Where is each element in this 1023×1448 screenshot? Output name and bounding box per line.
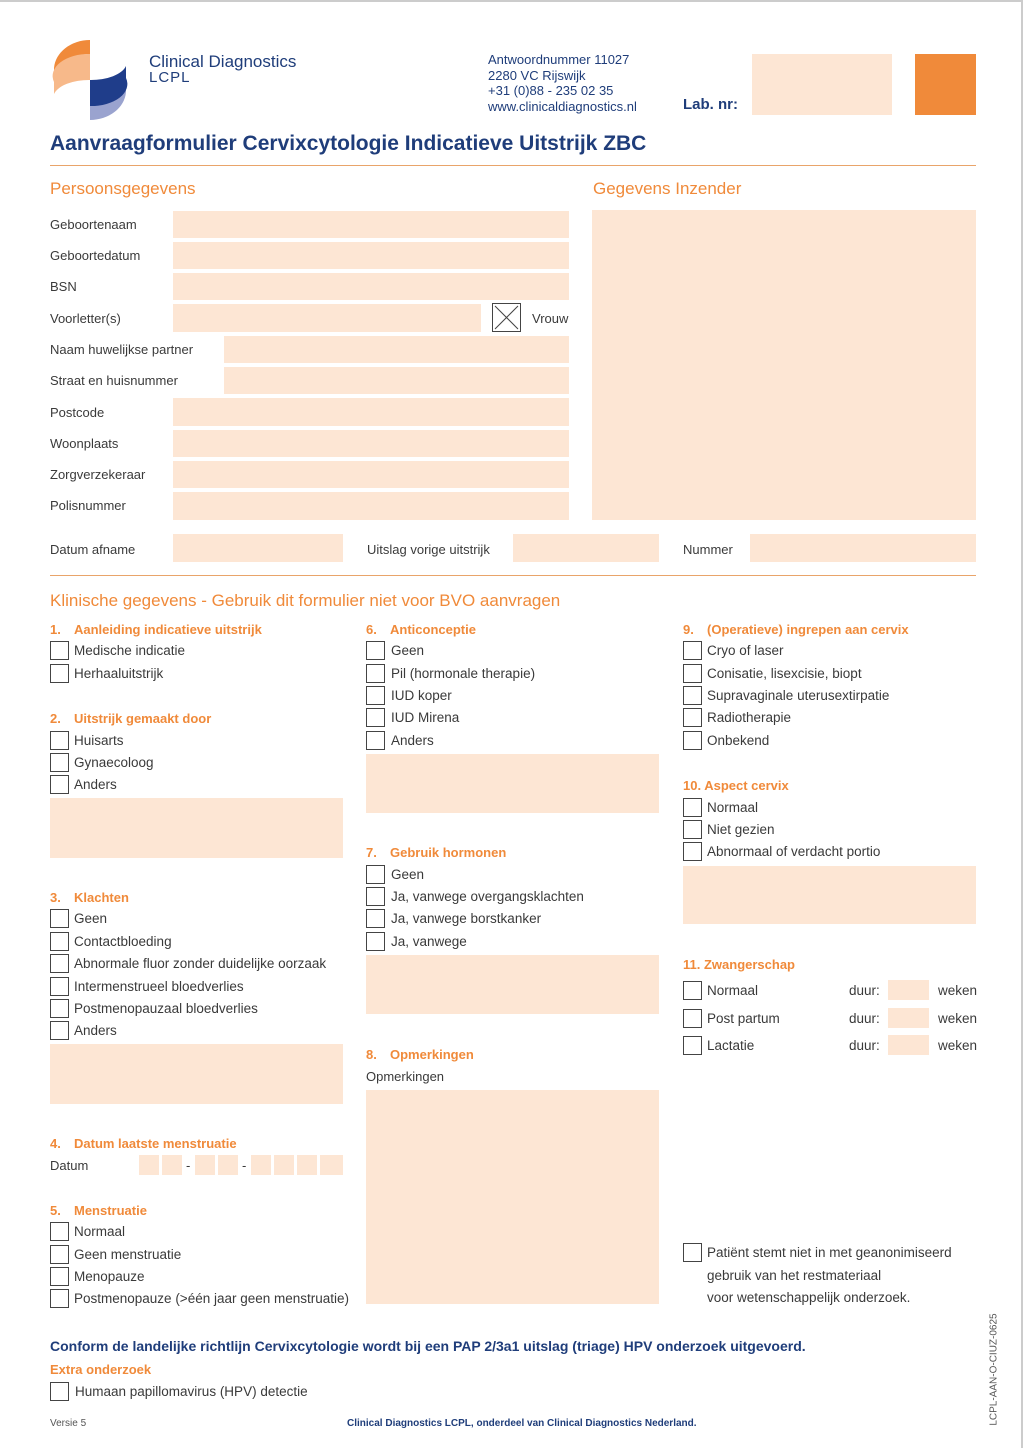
q1-heading — [50, 622, 262, 637]
q3-checkbox[interactable] — [50, 1021, 69, 1040]
q10-checkbox[interactable] — [683, 798, 702, 817]
lab-nr-field[interactable] — [752, 54, 892, 115]
logo-name: Clinical Diagnostics — [149, 52, 297, 71]
footer-text: Clinical Diagnostics LCPL, onderdeel van Clinical Diagnostics Nederland. — [347, 1418, 697, 1429]
q9-option: Supravaginale uterusextirpatie — [707, 688, 890, 703]
straat-label: Straat en huisnummer — [50, 373, 178, 388]
q5-option: Geen menstruatie — [74, 1247, 182, 1262]
q4-number: 4. — [50, 1136, 61, 1151]
q10-option: Normaal — [707, 800, 759, 815]
q1-checkbox-herhaal[interactable] — [50, 664, 69, 683]
q6-checkbox[interactable] — [366, 731, 385, 750]
q3-option: Contactbloeding — [74, 934, 172, 949]
q2-number: 2. — [50, 711, 61, 726]
q6-number: 6. — [366, 622, 377, 637]
geboortenaam-field[interactable] — [173, 211, 569, 238]
duur-field[interactable] — [888, 980, 929, 1000]
zorgverzekeraar-label: Zorgverzekeraar — [50, 467, 146, 482]
q7-vanwege-field[interactable] — [366, 955, 659, 1014]
orange-marker — [915, 54, 976, 115]
q3-checkbox[interactable] — [50, 977, 69, 996]
q5-heading — [50, 1203, 147, 1218]
hpv-checkbox[interactable] — [50, 1382, 69, 1401]
consent-line: Patiënt stemt niet in met geanonimiseerd — [707, 1245, 952, 1260]
duur-label: duur: — [849, 983, 880, 998]
q7-option: Geen — [391, 867, 425, 882]
q3-anders-field[interactable] — [50, 1044, 343, 1104]
q7-checkbox[interactable] — [366, 887, 385, 906]
q7-checkbox[interactable] — [366, 909, 385, 928]
partner-label: Naam huwelijkse partner — [50, 342, 194, 357]
q2-checkbox-huisarts[interactable] — [50, 731, 69, 750]
q3-number: 3. — [50, 890, 61, 905]
q11-option: Lactatie — [707, 1038, 755, 1053]
bsn-field[interactable] — [173, 273, 569, 300]
q9-checkbox[interactable] — [683, 731, 702, 750]
q10-checkbox[interactable] — [683, 842, 702, 861]
date-digit-field[interactable] — [162, 1155, 182, 1175]
versie-label: Versie 5 — [50, 1418, 87, 1429]
consent-line: voor wetenschappelijk onderzoek. — [707, 1290, 911, 1305]
q5-checkbox[interactable] — [50, 1245, 69, 1264]
q5-checkbox[interactable] — [50, 1267, 69, 1286]
bsn-label: BSN — [50, 279, 77, 294]
q2-option: Gynaecoloog — [74, 755, 154, 770]
date-digit-field[interactable] — [274, 1155, 294, 1175]
datum-afname-label: Datum afname — [50, 542, 136, 557]
q11-checkbox[interactable] — [683, 981, 702, 1000]
extra-heading: Extra onderzoek — [50, 1362, 152, 1377]
q6-option: Anders — [391, 733, 434, 748]
clinical-diagnostics-logo — [48, 38, 132, 122]
q2-option: Huisarts — [74, 733, 124, 748]
q7-option: Ja, vanwege borstkanker — [391, 911, 542, 926]
q5-option: Menopauze — [74, 1269, 145, 1284]
voorletters-field[interactable] — [173, 304, 481, 332]
vrouw-checkbox-checked[interactable] — [492, 303, 521, 332]
q2-option: Anders — [74, 777, 117, 792]
q4-heading — [50, 1136, 237, 1151]
lab-nr-label: Lab. nr: — [683, 96, 738, 113]
q3-option: Postmenopauzaal bloedverlies — [74, 1001, 258, 1016]
divider — [50, 575, 976, 576]
q3-option: Intermenstrueel bloedverlies — [74, 979, 244, 994]
divider — [50, 165, 976, 166]
q1-checkbox-medisch[interactable] — [50, 641, 69, 660]
q8-number: 8. — [366, 1047, 377, 1062]
q9-title: (Operatieve) ingrepen aan cervix — [707, 622, 909, 637]
q5-option: Postmenopauze (>één jaar geen menstruatie) — [74, 1291, 350, 1306]
geboortedatum-field[interactable] — [173, 242, 569, 269]
q4-datum-label: Datum — [50, 1158, 89, 1173]
q10-checkbox[interactable] — [683, 820, 702, 839]
address-block — [488, 52, 637, 114]
date-digit-field[interactable] — [139, 1155, 159, 1175]
q7-checkbox[interactable] — [366, 865, 385, 884]
duur-field[interactable] — [888, 1035, 929, 1055]
datum-afname-field[interactable] — [173, 534, 343, 562]
q6-heading — [366, 622, 476, 637]
q5-checkbox[interactable] — [50, 1222, 69, 1241]
address-line: Antwoordnummer 11027 — [488, 52, 630, 67]
q3-option: Geen — [74, 911, 108, 926]
q4-title: Datum laatste menstruatie — [74, 1136, 237, 1151]
q6-checkbox[interactable] — [366, 664, 385, 683]
q6-checkbox[interactable] — [366, 641, 385, 660]
q1-option: Medische indicatie — [74, 643, 186, 658]
q6-anders-field[interactable] — [366, 754, 659, 813]
q11-checkbox[interactable] — [683, 1036, 702, 1055]
weken-label: weken — [938, 1038, 978, 1053]
q2-checkbox-anders[interactable] — [50, 775, 69, 794]
section-persoonsgegevens: Persoonsgegevens — [50, 179, 196, 198]
vrouw-label: Vrouw — [532, 311, 569, 326]
q7-option: Ja, vanwege overgangsklachten — [391, 889, 584, 904]
q11-checkbox[interactable] — [683, 1009, 702, 1028]
zorgverzekeraar-field[interactable] — [173, 461, 569, 488]
consent-line: gebruik van het restmateriaal — [707, 1268, 882, 1283]
q2-heading — [50, 711, 211, 726]
nummer-label: Nummer — [683, 542, 733, 557]
q3-heading — [50, 890, 129, 905]
q10-option: Niet gezien — [707, 822, 775, 837]
q9-heading — [683, 622, 909, 637]
q2-anders-field[interactable] — [50, 798, 343, 858]
q8-title: Opmerkingen — [390, 1047, 474, 1062]
richtlijn-text: Conform de landelijke richtlijn Cervixcytologie wordt bij een PAP 2/3a1 uitslag (triage) HPV onderzoek uitgevoerd. — [50, 1338, 806, 1354]
q9-option: Conisatie, lisexcisie, biopt — [707, 666, 862, 681]
q3-option: Abnormale fluor zonder duidelijke oorzaak — [74, 956, 327, 971]
q7-option: Ja, vanwege — [391, 934, 467, 949]
q9-number: 9. — [683, 622, 694, 637]
date-digit-field[interactable] — [320, 1155, 343, 1175]
duur-field[interactable] — [888, 1008, 929, 1028]
q3-checkbox[interactable] — [50, 909, 69, 928]
q1-number: 1. — [50, 622, 61, 637]
date-digit-field[interactable] — [251, 1155, 271, 1175]
postcode-field[interactable] — [173, 398, 569, 426]
logo-sub: LCPL — [149, 69, 191, 86]
q11-option: Post partum — [707, 1011, 780, 1026]
q6-option: IUD koper — [391, 688, 452, 703]
address-line: www.clinicaldiagnostics.nl — [488, 98, 637, 114]
section-klinisch: Klinische gegevens - Gebruik dit formulier niet voor BVO aanvragen — [50, 591, 561, 610]
q1-option: Herhaaluitstrijk — [74, 666, 164, 681]
date-separator: - — [186, 1158, 191, 1173]
q2-title: Uitstrijk gemaakt door — [74, 711, 212, 726]
q3-title: Klachten — [74, 890, 129, 905]
hpv-label: Humaan papillomavirus (HPV) detectie — [75, 1384, 308, 1399]
q11-option: Normaal — [707, 983, 759, 998]
q7-title: Gebruik hormonen — [390, 845, 507, 860]
q3-option: Anders — [74, 1023, 117, 1038]
q3-checkbox[interactable] — [50, 999, 69, 1018]
q8-heading — [366, 1047, 474, 1062]
nummer-field[interactable] — [750, 534, 976, 562]
weken-label: weken — [938, 1011, 978, 1026]
date-digit-field[interactable] — [218, 1155, 238, 1175]
q6-checkbox[interactable] — [366, 686, 385, 705]
consent-checkbox[interactable] — [683, 1243, 702, 1262]
partner-field[interactable] — [224, 336, 569, 363]
q5-option: Normaal — [74, 1224, 126, 1239]
q9-checkbox[interactable] — [683, 708, 702, 727]
woonplaats-field[interactable] — [173, 430, 569, 457]
postcode-label: Postcode — [50, 405, 105, 420]
polisnummer-label: Polisnummer — [50, 498, 126, 513]
section-inzender: Gegevens Inzender — [593, 179, 742, 198]
page-title: Aanvraagformulier Cervixcytologie Indicatieve Uitstrijk ZBC — [50, 132, 647, 155]
q5-checkbox[interactable] — [50, 1289, 69, 1308]
date-separator: - — [242, 1158, 247, 1173]
q10-abnormaal-field[interactable] — [683, 866, 976, 924]
inzender-field[interactable] — [592, 210, 976, 520]
duur-label: duur: — [849, 1038, 880, 1053]
address-line: +31 (0)88 - 235 02 35 — [488, 83, 614, 98]
duur-label: duur: — [849, 1011, 880, 1026]
q7-number: 7. — [366, 845, 377, 860]
q6-option: Geen — [391, 643, 425, 658]
q8-label: Opmerkingen — [366, 1069, 445, 1084]
q7-heading — [366, 845, 506, 860]
q9-option: Cryo of laser — [707, 643, 784, 658]
q3-checkbox[interactable] — [50, 954, 69, 973]
woonplaats-label: Woonplaats — [50, 436, 119, 451]
q6-option: Pil (hormonale therapie) — [391, 666, 536, 681]
q9-checkbox[interactable] — [683, 686, 702, 705]
geboortenaam-label: Geboortenaam — [50, 217, 137, 232]
q11-heading: 11. Zwangerschap — [683, 957, 795, 972]
q3-checkbox[interactable] — [50, 932, 69, 951]
q6-title: Anticonceptie — [390, 622, 476, 637]
q1-title: Aanleiding indicatieve uitstrijk — [74, 622, 262, 637]
q5-title: Menstruatie — [74, 1203, 147, 1218]
q2-checkbox-gynaecoloog[interactable] — [50, 753, 69, 772]
q10-option: Abnormaal of verdacht portio — [707, 844, 881, 859]
geboortedatum-label: Geboortedatum — [50, 248, 141, 263]
q9-option: Radiotherapie — [707, 710, 792, 725]
q6-option: IUD Mirena — [391, 710, 460, 725]
q5-number: 5. — [50, 1203, 61, 1218]
q7-checkbox[interactable] — [366, 932, 385, 951]
weken-label: weken — [938, 983, 978, 998]
q9-option: Onbekend — [707, 733, 770, 748]
polisnummer-field[interactable] — [173, 492, 569, 520]
uitslag-vorige-field[interactable] — [513, 534, 659, 562]
opmerkingen-field[interactable] — [366, 1090, 659, 1304]
q6-checkbox[interactable] — [366, 708, 385, 727]
q9-checkbox[interactable] — [683, 641, 702, 660]
form-code: LCPL-AAN-O-CIUZ-0625 — [988, 1313, 1000, 1426]
address-line: 2280 VC Rijswijk — [488, 67, 586, 83]
date-digit-field[interactable] — [195, 1155, 215, 1175]
q9-checkbox[interactable] — [683, 664, 702, 683]
q10-heading: 10. Aspect cervix — [683, 778, 789, 793]
uitslag-vorige-label: Uitslag vorige uitstrijk — [367, 542, 490, 557]
straat-field[interactable] — [224, 367, 569, 394]
voorletters-label: Voorletter(s) — [50, 311, 121, 326]
date-digit-field[interactable] — [297, 1155, 317, 1175]
